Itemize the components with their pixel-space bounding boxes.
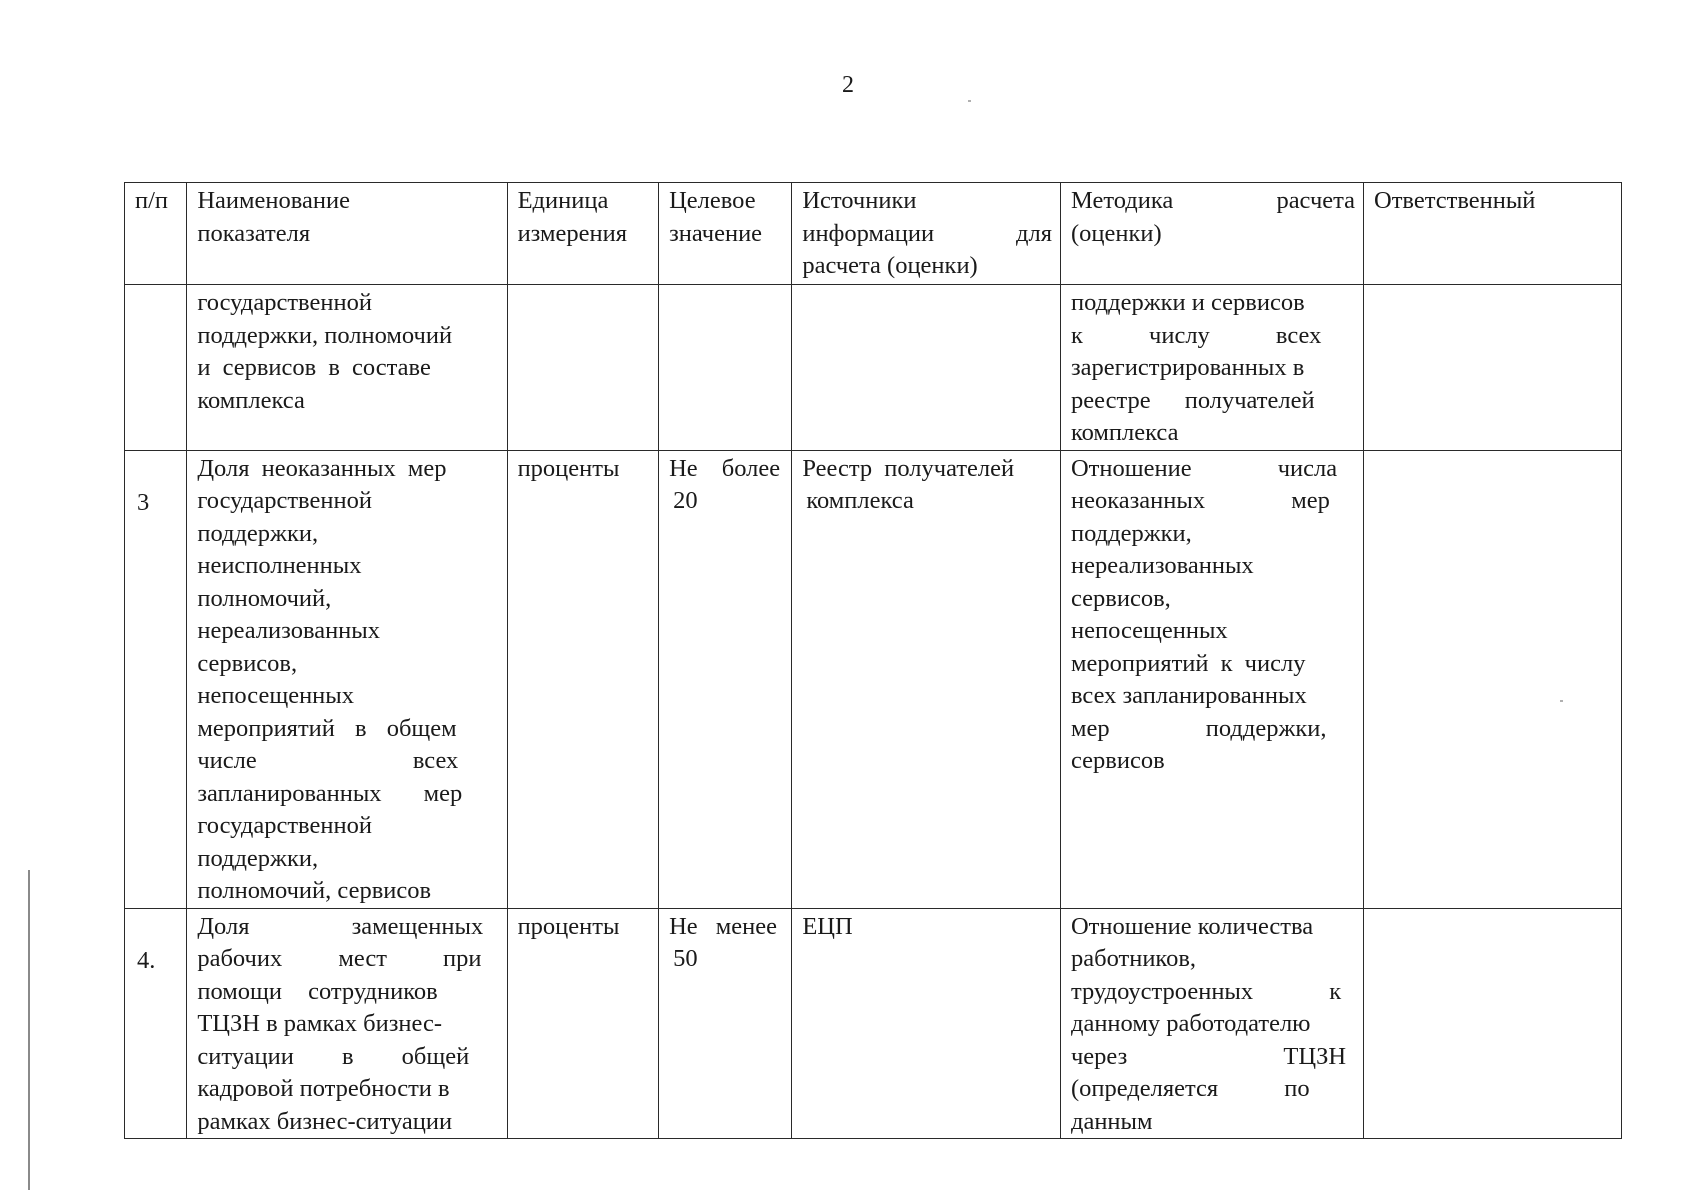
cell-num: 4. (125, 908, 187, 1139)
header-method: Методика расчета (оценки) (1060, 183, 1363, 285)
table-row (125, 908, 1622, 1139)
cell-unit: проценты (507, 908, 659, 1139)
cell-name: Доля замещенных рабочих мест при помощи сотрудников ТЦЗН в рамках бизнес- ситуации в общей кадровой потребности в рамках бизнес-ситуации (187, 908, 507, 1139)
table-header-row (125, 183, 1622, 285)
cell-target: Не более 20 (659, 450, 792, 908)
cell-responsible (1364, 285, 1622, 451)
header-target: Целевое значение (659, 183, 792, 285)
cell-source: ЕЦП (792, 908, 1061, 1139)
cell-responsible (1364, 908, 1622, 1139)
table-row (125, 285, 1622, 451)
scan-artifact-line (28, 870, 30, 1190)
cell-target: Не менее 50 (659, 908, 792, 1139)
table-row (125, 450, 1622, 908)
header-num: п/п (125, 183, 187, 285)
cell-target (659, 285, 792, 451)
cell-unit (507, 285, 659, 451)
cell-method: поддержки и сервисов к числу всех зарегистрированных в реестре получателей комплекса (1060, 285, 1363, 451)
cell-method: Отношение числа неоказанных мер поддержки, нереализованных сервисов, непосещенных мероприятий к числу всех запланированных мер поддержки, сервисов (1060, 450, 1363, 908)
header-name: Наименование показателя (187, 183, 507, 285)
indicators-table (124, 182, 1622, 1139)
scan-speck (968, 100, 971, 102)
cell-source (792, 285, 1061, 451)
header-source: Источники информации для расчета (оценки) (792, 183, 1061, 285)
cell-method: Отношение количества работников, трудоустроенных к данному работодателю через ТЦЗН (определяется по данным (1060, 908, 1363, 1139)
cell-unit: проценты (507, 450, 659, 908)
cell-responsible (1364, 450, 1622, 908)
cell-source: Реестр получателей комплекса (792, 450, 1061, 908)
cell-num: 3 (125, 450, 187, 908)
cell-name: Доля неоказанных мер государственной поддержки, неисполненных полномочий, нереализованных сервисов, непосещенных мероприятий в общем числе всех запланированных мер государственной поддержки, полномочий, сервисов (187, 450, 507, 908)
cell-num (125, 285, 187, 451)
header-responsible: Ответственный (1364, 183, 1622, 285)
cell-name: государственной поддержки, полномочий и сервисов в составе комплекса (187, 285, 507, 451)
header-unit: Единица измерения (507, 183, 659, 285)
page-number: 2 (842, 72, 854, 98)
